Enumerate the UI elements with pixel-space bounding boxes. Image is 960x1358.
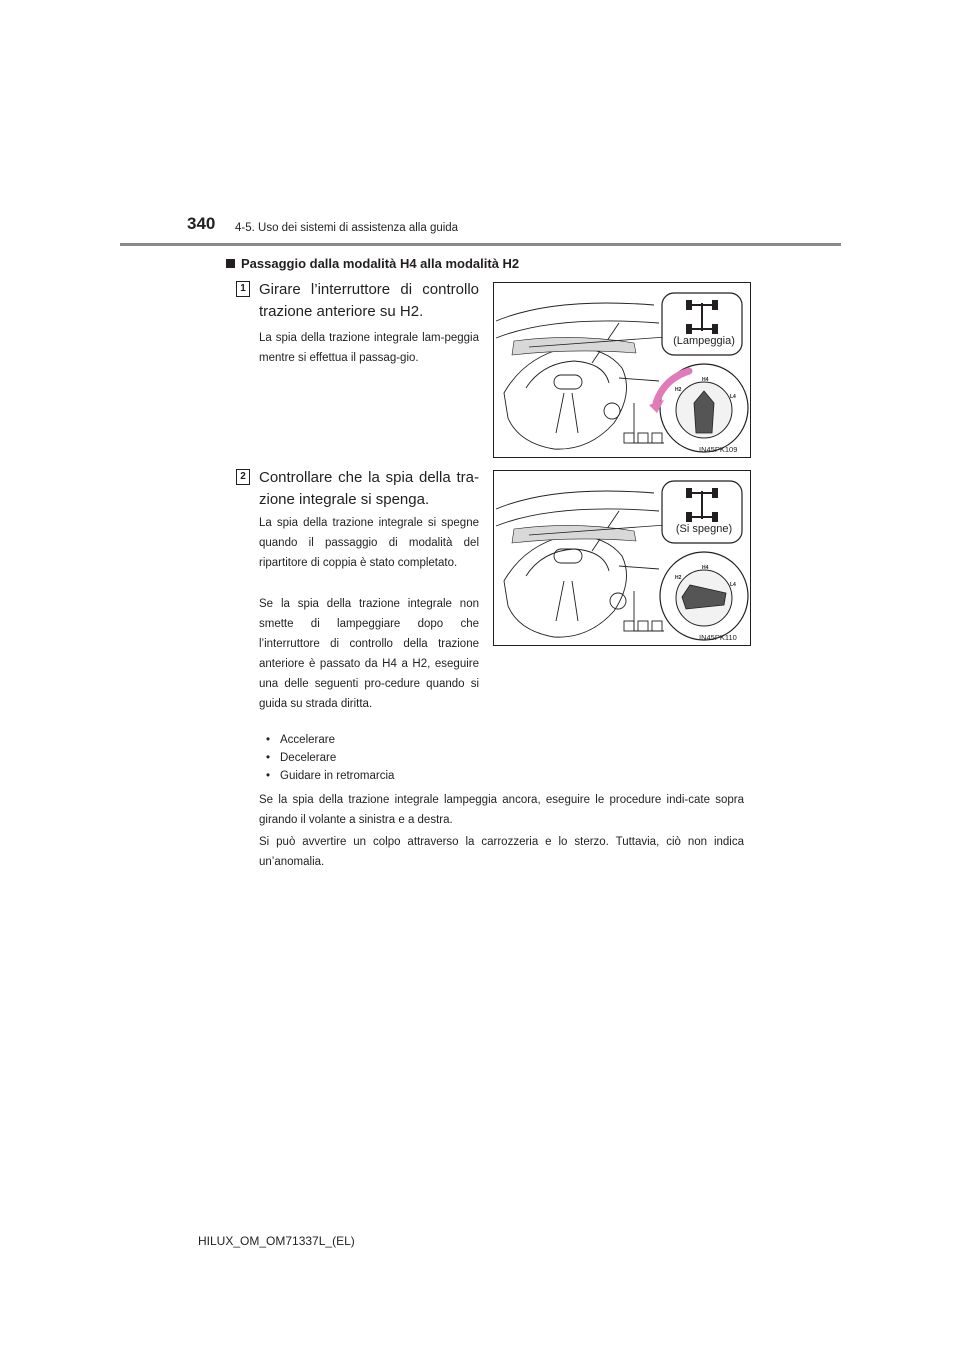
dial-label-h4: H4 <box>702 565 709 571</box>
dashboard-illustration-1 <box>494 283 750 457</box>
procedure-list <box>266 731 394 785</box>
figure-1-callout: (Lampeggia) <box>673 335 735 347</box>
dashboard-illustration-2 <box>494 471 750 645</box>
dial-label-l4: L4 <box>730 582 736 588</box>
step-2-title: Controllare che la spia della tra-zione integrale si spenga. <box>259 469 479 508</box>
dial-label-h4: H4 <box>702 377 709 383</box>
figure-2-callout: (Si spegne) <box>675 523 733 535</box>
dial-label-h2: H2 <box>675 575 682 581</box>
step-2-badge: 2 <box>236 469 250 485</box>
note-2: Si può avvertire un colpo attraverso la carrozzeria e lo sterzo. Tuttavia, ciò non indica un’anomalia. <box>259 836 744 868</box>
header-divider <box>120 243 841 246</box>
step-1-title: Girare l’interruttore di controllo trazione anteriore su H2. <box>259 281 479 320</box>
list-item: • Decelerare <box>266 749 394 767</box>
list-item: • Accelerare <box>266 731 394 749</box>
square-bullet-icon <box>226 259 235 268</box>
document-code-footer: HILUX_OM_OM71337L_(EL) <box>198 1234 355 1248</box>
step-1-body: La spia della trazione integrale lam-peggia mentre si effettua il passag-gio. <box>259 332 479 364</box>
note-1: Se la spia della trazione integrale lampeggia ancora, eseguire le procedure indi-cate sopra girando il volante a sinistra e a destra. <box>259 794 744 826</box>
dial-label-l4: L4 <box>730 394 736 400</box>
section-heading <box>226 256 519 271</box>
list-item: • Guidare in retromarcia <box>266 767 394 785</box>
figure-2-code: IN45PK110 <box>699 633 737 642</box>
dial-label-h2: H2 <box>675 387 682 393</box>
section-title: 4-5. Uso dei sistemi di assistenza alla guida <box>235 222 459 234</box>
figure-2 <box>493 470 751 646</box>
step-2-body-1: La spia della trazione integrale si spegne quando il passaggio di modalità del ripartitore di coppia è stato completato. <box>259 517 479 569</box>
section-heading-text: Passaggio dalla modalità H4 alla modalità H2 <box>241 256 520 271</box>
figure-1 <box>493 282 751 458</box>
step-1-badge: 1 <box>236 281 250 297</box>
page-number: 340 <box>187 214 216 233</box>
figure-1-code: IN45PK109 <box>699 445 738 454</box>
step-2-body-2: Se la spia della trazione integrale non smette di lampeggiare dopo che l’interruttore di controllo della trazione anteriore è passato da H4 a H2, eseguire una delle seguenti pro-cedure quando si guida su strada diritta. <box>259 598 479 710</box>
